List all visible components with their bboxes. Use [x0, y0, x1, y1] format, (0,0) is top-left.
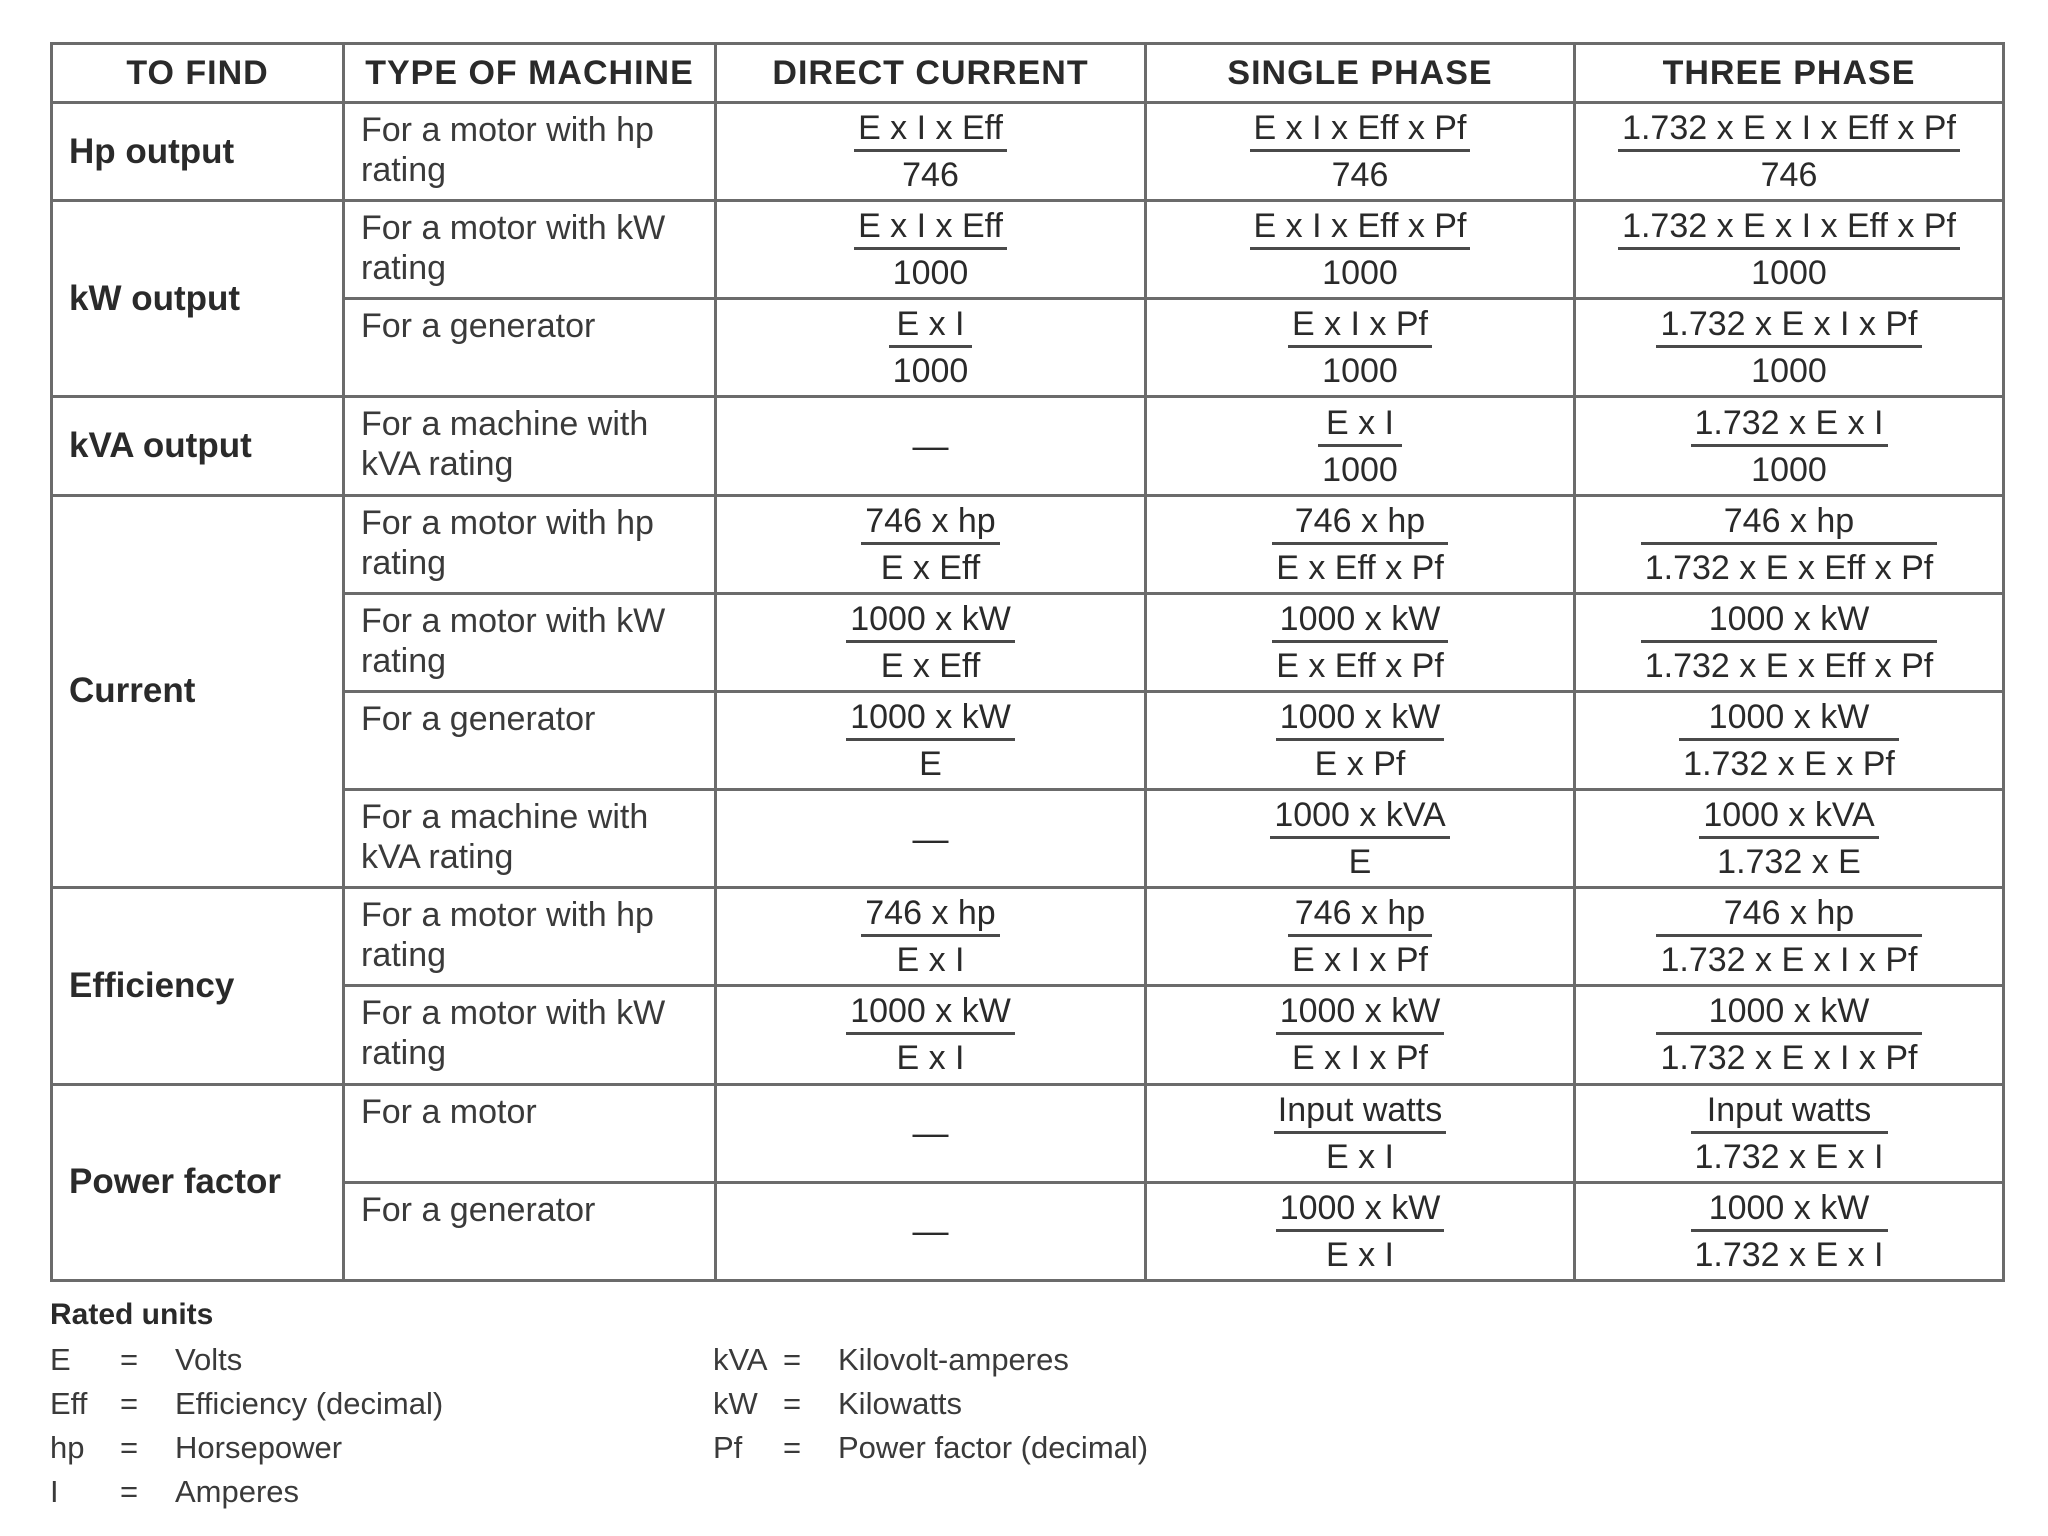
formula-numerator: Input watts — [1691, 1090, 1888, 1134]
formula-numerator: 746 x hp — [1656, 893, 1921, 937]
formula-cell-single — [1146, 593, 1575, 691]
legend-description: Kilovolt-amperes — [838, 1342, 1069, 1377]
formula-cell-dc — [716, 986, 1146, 1084]
formula-fraction — [1679, 697, 1899, 784]
formula-denominator: 746 — [1760, 156, 1818, 195]
formula-fraction — [889, 304, 973, 391]
formula-cell-three — [1575, 495, 2004, 593]
formula-denominator: 1000 — [892, 352, 969, 391]
formula-numerator: 746 x hp — [1641, 501, 1938, 545]
formula-numerator: 1000 x kW — [1691, 1188, 1888, 1232]
formula-cell-three — [1575, 888, 2004, 986]
formula-cell-dc — [716, 888, 1146, 986]
formula-fraction — [1641, 501, 1938, 588]
formula-cell-three — [1575, 397, 2004, 495]
formula-cell-dc — [716, 1182, 1146, 1280]
formula-cell-three — [1575, 1182, 2004, 1280]
formula-cell-dc — [716, 1084, 1146, 1182]
formula-cell-three — [1575, 201, 2004, 299]
formula-fraction — [1272, 501, 1448, 588]
machine-type-cell: For a generator — [344, 299, 716, 397]
legend-equals: = — [120, 1386, 139, 1421]
table-row — [52, 201, 2004, 299]
formula-cell-single — [1146, 397, 1575, 495]
header-three-phase: THREE PHASE — [1575, 44, 2004, 103]
legend-symbol: kW — [713, 1386, 758, 1421]
to-find-cell: Hp output — [52, 103, 344, 201]
formula-denominator: 1.732 x E x I x Pf — [1660, 941, 1918, 980]
formula-cell-dc — [716, 790, 1146, 888]
formula-numerator: 1.732 x E x I x Eff x Pf — [1618, 206, 1960, 250]
formula-fraction — [1276, 1188, 1445, 1275]
formula-cell-three — [1575, 103, 2004, 201]
table-row — [52, 397, 2004, 495]
table-row — [52, 103, 2004, 201]
formula-cell-three — [1575, 691, 2004, 789]
formula-denominator: E x I — [1325, 1235, 1395, 1274]
header-row — [52, 44, 2004, 103]
formula-fraction — [1276, 697, 1445, 784]
table-row — [52, 790, 2004, 888]
legend-entry — [713, 1338, 1376, 1382]
table-row — [52, 1182, 2004, 1280]
formula-denominator: E x I — [896, 941, 965, 980]
formula-numerator: 1.732 x E x I x Eff x Pf — [1618, 108, 1960, 152]
formula-denominator: 1.732 x E x Eff x Pf — [1644, 646, 1934, 685]
formula-denominator: 1.732 x E — [1717, 843, 1861, 882]
machine-type-cell: For a generator — [344, 1182, 716, 1280]
formula-cell-dc — [716, 691, 1146, 789]
table-body — [52, 103, 2004, 1281]
machine-type-cell: For a machine with kVA rating — [344, 790, 716, 888]
formula-cell-dc — [716, 397, 1146, 495]
formula-fraction — [1276, 991, 1445, 1078]
machine-type-cell: For a motor with kW rating — [344, 986, 716, 1084]
legend-description: Efficiency (decimal) — [175, 1386, 444, 1421]
formula-denominator: 1.732 x E x I x Pf — [1660, 1039, 1918, 1078]
to-find-cell: Current — [52, 495, 344, 888]
formula-numerator: 1000 x kW — [846, 991, 1015, 1035]
legend-entry — [50, 1338, 713, 1382]
machine-type-cell: For a motor with hp rating — [344, 495, 716, 593]
formula-cell-three — [1575, 986, 2004, 1084]
formula-cell-single — [1146, 888, 1575, 986]
legend-title: Rated units — [50, 1298, 214, 1331]
table-row — [52, 495, 2004, 593]
to-find-cell: Power factor — [52, 1084, 344, 1280]
legend-symbol: Eff — [50, 1386, 88, 1421]
formula-denominator: E x I x Pf — [1291, 1039, 1429, 1078]
formula-numerator: Input watts — [1274, 1090, 1446, 1134]
formula-cell-single — [1146, 103, 1575, 201]
formula-cell-dc — [716, 103, 1146, 201]
legend-equals: = — [120, 1474, 139, 1509]
formula-denominator: E x Eff x Pf — [1276, 646, 1444, 685]
formula-numerator: 1000 x kW — [1276, 991, 1445, 1035]
formula-fraction — [1691, 403, 1888, 490]
formula-denominator: 1000 — [1322, 254, 1398, 293]
formula-denominator: 746 — [1331, 156, 1389, 195]
formula-cell-single — [1146, 986, 1575, 1084]
formula-denominator: E — [1348, 843, 1372, 882]
formula-fraction — [1699, 795, 1878, 882]
legend-symbol: hp — [50, 1430, 85, 1465]
formula-denominator: 1000 — [1322, 450, 1398, 489]
table-row — [52, 986, 2004, 1084]
formula-denominator: 1.732 x E x Eff x Pf — [1644, 548, 1934, 587]
machine-type-cell: For a motor with kW rating — [344, 593, 716, 691]
formula-fraction — [1656, 304, 1921, 391]
machine-type-cell: For a motor with hp rating — [344, 888, 716, 986]
formula-numerator: 1000 x kW — [1679, 697, 1899, 741]
formula-cell-dc — [716, 299, 1146, 397]
rated-units-legend — [50, 1298, 1376, 1514]
legend-symbol: E — [50, 1342, 71, 1377]
formula-fraction — [1272, 599, 1448, 686]
machine-type-cell: For a machine with kVA rating — [344, 397, 716, 495]
formula-denominator: 1000 — [1751, 450, 1827, 489]
formula-denominator: 1.732 x E x I — [1694, 1235, 1884, 1274]
machine-type-cell: For a motor with kW rating — [344, 201, 716, 299]
formula-denominator: 1.732 x E x Pf — [1683, 745, 1895, 784]
legend-symbol: I — [50, 1474, 59, 1509]
legend-description: Volts — [175, 1342, 243, 1377]
formula-numerator: 1.732 x E x I x Pf — [1656, 304, 1921, 348]
formula-numerator: 746 x hp — [861, 501, 999, 545]
header-type-of-machine: TYPE OF MACHINE — [344, 44, 716, 103]
legend-column — [713, 1338, 1376, 1514]
formula-numerator: E x I x Eff x Pf — [1250, 206, 1471, 250]
legend-entry — [50, 1470, 713, 1514]
formula-denominator: E x I x Pf — [1291, 941, 1429, 980]
to-find-cell: Efficiency — [52, 888, 344, 1084]
formula-numerator: 1000 x kW — [1656, 991, 1921, 1035]
formula-cell-single — [1146, 495, 1575, 593]
not-applicable-dash: — — [912, 1112, 949, 1154]
table-row — [52, 1084, 2004, 1182]
formula-fraction — [1250, 206, 1471, 293]
formula-fraction — [854, 108, 1007, 195]
legend-entry — [50, 1382, 713, 1426]
legend-symbol: kVA — [713, 1342, 768, 1377]
legend-equals: = — [783, 1342, 802, 1377]
table-row — [52, 888, 2004, 986]
formula-cell-dc — [716, 495, 1146, 593]
formula-numerator: 1000 x kW — [1276, 697, 1445, 741]
formula-table — [50, 42, 2005, 1282]
formula-denominator: 746 — [902, 156, 959, 195]
table-row — [52, 299, 2004, 397]
header-to-find: TO FIND — [52, 44, 344, 103]
formula-fraction — [1618, 206, 1960, 293]
formula-denominator: E x I — [1325, 1137, 1394, 1176]
legend-entry — [713, 1426, 1376, 1470]
formula-numerator: E x I x Pf — [1288, 304, 1432, 348]
machine-type-cell: For a motor with hp rating — [344, 103, 716, 201]
formula-denominator: 1000 — [892, 254, 969, 293]
legend-symbol: Pf — [713, 1430, 743, 1465]
formula-numerator: 746 x hp — [861, 893, 999, 937]
formula-numerator: 1000 x kVA — [1270, 795, 1449, 839]
legend-equals: = — [783, 1386, 802, 1421]
formula-numerator: E x I x Eff x Pf — [1250, 108, 1471, 152]
formula-denominator: 1000 — [1751, 254, 1827, 293]
to-find-cell: kVA output — [52, 397, 344, 495]
formula-fraction — [1691, 1188, 1888, 1275]
formula-cell-dc — [716, 593, 1146, 691]
legend-description: Horsepower — [175, 1430, 343, 1465]
formula-fraction — [846, 991, 1015, 1078]
formula-fraction — [1691, 1090, 1888, 1177]
formula-fraction — [846, 697, 1015, 784]
formula-cell-three — [1575, 593, 2004, 691]
formula-cell-single — [1146, 201, 1575, 299]
formula-numerator: 1000 x kW — [1276, 1188, 1445, 1232]
table-row — [52, 593, 2004, 691]
formula-numerator: 1000 x kW — [846, 697, 1015, 741]
formula-denominator: E x I — [896, 1039, 965, 1078]
formula-cell-three — [1575, 1084, 2004, 1182]
formula-cell-single — [1146, 790, 1575, 888]
formula-denominator: 1.732 x E x I — [1694, 1137, 1884, 1176]
not-applicable-dash: — — [912, 425, 949, 467]
formula-cell-single — [1146, 1084, 1575, 1182]
table-row — [52, 691, 2004, 789]
formula-cell-three — [1575, 790, 2004, 888]
formula-fraction — [1641, 599, 1938, 686]
legend-description: Kilowatts — [838, 1386, 963, 1421]
to-find-cell: kW output — [52, 201, 344, 397]
formula-fraction — [1274, 1090, 1446, 1177]
formula-numerator: E x I — [1318, 403, 1402, 447]
formula-fraction — [1288, 304, 1432, 391]
formula-numerator: E x I x Eff — [854, 108, 1007, 152]
formula-fraction — [1656, 991, 1921, 1078]
formula-numerator: E x I — [889, 304, 973, 348]
header-single-phase: SINGLE PHASE — [1146, 44, 1575, 103]
machine-type-cell: For a generator — [344, 691, 716, 789]
formula-numerator: E x I x Eff — [854, 206, 1007, 250]
formula-fraction — [1656, 893, 1921, 980]
header-direct-current: DIRECT CURRENT — [716, 44, 1146, 103]
formula-numerator: 1.732 x E x I — [1691, 403, 1888, 447]
formula-denominator: 1000 — [1322, 352, 1398, 391]
legend-equals: = — [783, 1430, 802, 1465]
formula-denominator: E x Pf — [1314, 745, 1406, 784]
legend-equals: = — [120, 1342, 139, 1377]
formula-fraction — [846, 599, 1015, 686]
legend-column — [50, 1338, 713, 1514]
legend-equals: = — [120, 1430, 139, 1465]
formula-cell-single — [1146, 299, 1575, 397]
formula-cell-three — [1575, 299, 2004, 397]
formula-fraction — [1250, 108, 1471, 195]
formula-cell-single — [1146, 691, 1575, 789]
formula-fraction — [1288, 893, 1432, 980]
formula-numerator: 746 x hp — [1288, 893, 1432, 937]
formula-denominator: E — [919, 745, 942, 784]
formula-fraction — [1270, 795, 1449, 882]
formula-numerator: 1000 x kW — [846, 599, 1015, 643]
legend-entry — [713, 1382, 1376, 1426]
formula-denominator: E x Eff — [880, 646, 981, 685]
formula-numerator: 1000 x kW — [1641, 599, 1938, 643]
formula-fraction — [861, 501, 999, 588]
legend-description: Amperes — [175, 1474, 300, 1509]
formula-fraction — [854, 206, 1007, 293]
formula-cell-dc — [716, 201, 1146, 299]
not-applicable-dash: — — [912, 1210, 949, 1252]
machine-type-cell: For a motor — [344, 1084, 716, 1182]
legend-description: Power factor (decimal) — [838, 1430, 1149, 1465]
formula-cell-single — [1146, 1182, 1575, 1280]
formula-numerator: 1000 x kW — [1272, 599, 1448, 643]
formula-denominator: E x Eff — [880, 548, 981, 587]
formula-fraction — [1318, 403, 1402, 490]
formula-denominator: E x Eff x Pf — [1276, 548, 1444, 587]
formula-fraction — [1618, 108, 1960, 195]
formula-fraction — [861, 893, 999, 980]
legend-entry — [50, 1426, 713, 1470]
legend-grid — [50, 1338, 1376, 1514]
formula-numerator: 1000 x kVA — [1699, 795, 1878, 839]
formula-numerator: 746 x hp — [1272, 501, 1448, 545]
formula-denominator: 1000 — [1751, 352, 1827, 391]
not-applicable-dash: — — [912, 817, 949, 859]
